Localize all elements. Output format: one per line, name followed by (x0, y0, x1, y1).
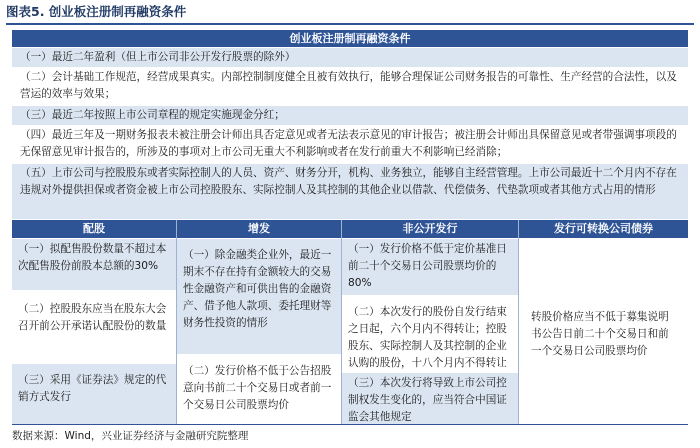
table-banner: 创业板注册制再融资条件 (12, 30, 688, 47)
general-condition-4: （四）最近三年及一期财务报表未被注册会计师出具否定意见或者无法表示意见的审计报告；被注册会计师出具保留意见或者带强调事项段的无保留意见审计报告的，所涉及的事项对上市公司无重大不利影响或者在发行前重大不利影响已经消除； (12, 126, 688, 163)
general-condition-5: （五）上市公司与控股股东或者实际控制人的人员、资产、财务分开，机构、业务独立，能够自主经营管理。上市公司最近十二个月内不存在违规对外提供担保或者资金被上市公司控股股东、实际控制人及其控制的其他企业以借款、代偿债务、代垫款项或者其他方式占用的情形 (12, 164, 688, 219)
title-divider (6, 23, 694, 25)
additional-issue-condition-1: （一）除金融类企业外，最近一期末不存在持有金额较大的交易性金融资产和可供出售的金融资产、借予他人款项、委托理财等财务性投资的情形 (177, 239, 341, 354)
private-placement-condition-2: （二）本次发行的股份自发行结束之日起，六个月内不得转让；控股股东、实际控制人及其控制的企业认购的股份，十八个月内不得转让 (342, 296, 518, 372)
table-bottom-rule (12, 424, 688, 425)
column-header-additional-issue: 增发 (177, 220, 341, 238)
column-header-convertible-bond: 发行可转换公司债券 (519, 220, 688, 238)
rights-issue-condition-3: （三）采用《证券法》规定的代销方式发行 (12, 364, 176, 424)
private-placement-condition-3: （三）本次发行将导致上市公司控制权发生变化的，应当符合中国证监会其他规定 (342, 373, 518, 424)
rights-issue-condition-1: （一）拟配售股份数量不超过本次配售股份前股本总额的30% (12, 239, 176, 290)
column-header-private-placement: 非公开发行 (342, 220, 518, 238)
figure-title: 图表5. 创业板注册制再融资条件 (6, 4, 187, 19)
column-divider (341, 220, 342, 424)
general-condition-3: （三）最近二年按照上市公司章程的规定实施现金分红； (12, 106, 688, 125)
column-divider (518, 220, 519, 424)
column-header-rights-issue: 配股 (12, 220, 176, 238)
column-divider (176, 220, 177, 424)
conditions-table (12, 30, 688, 424)
general-condition-1: （一）最近二年盈利（但上市公司非公开发行股票的除外） (12, 48, 688, 67)
data-source-note: 数据来源：Wind，兴业证券经济与金融研究院整理 (12, 430, 249, 442)
convertible-bond-condition-1: 转股价格应当不低于募集说明书公告日前二十个交易日和前一个交易日公司股票均价 (519, 239, 688, 424)
additional-issue-condition-2: （二）发行价格不低于公告招股意向书前二十个交易日或者前一个交易日公司股票均价 (177, 355, 341, 424)
private-placement-condition-1: （一）发行价格不低于定价基准日前二十个交易日公司股票均价的80% (342, 239, 518, 295)
rights-issue-condition-2: （二）控股股东应当在股东大会召开前公开承诺认配股份的数量 (12, 291, 176, 363)
general-condition-2: （二）会计基础工作规范，经营成果真实。内部控制制度健全且被有效执行，能够合理保证公司财务报告的可靠性、生产经营的合法性，以及营运的效率与效果； (12, 68, 688, 105)
